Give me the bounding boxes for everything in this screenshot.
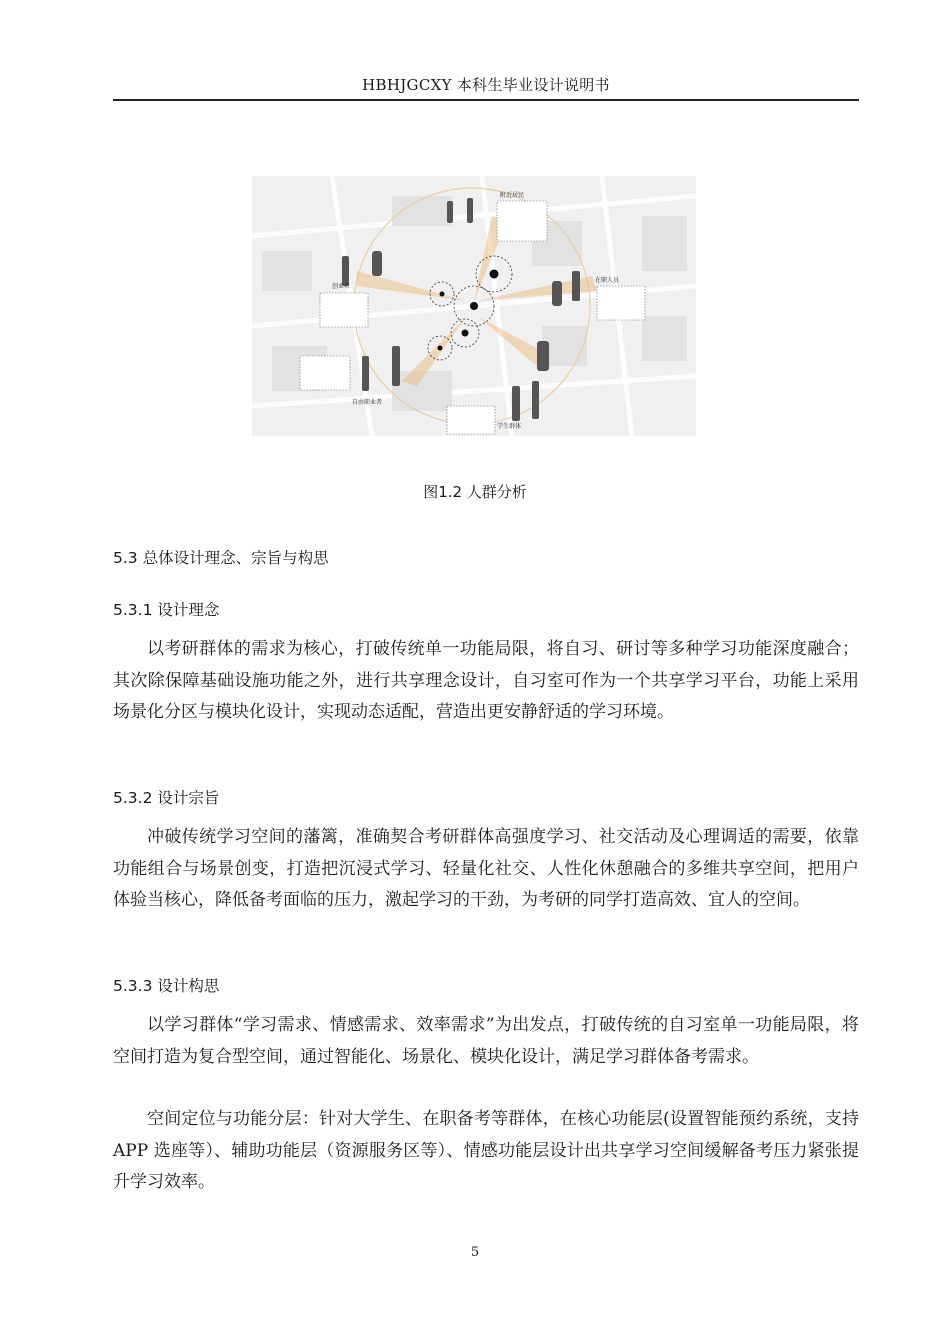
section-heading-5-3-3: 5.3.3 设计构思	[113, 977, 220, 995]
page-header: HBHJGCXY 本科生毕业设计说明书	[362, 76, 610, 94]
label-entrepreneurs: 创业者	[332, 283, 351, 290]
paragraph-design-concept: 以考研群体的需求为核心，打破传统单一功能局限，将自习、研讨等多种学习功能深度融合；其次除保障基础设施功能之外，进行共享理念设计，自习室可作为一个共享学习平台，功能上采用场景化分区与模块化设计，实现动态适配，营造出更安静舒适的学习环境。	[113, 639, 859, 722]
label-freelancers: 自由职业者	[352, 399, 383, 406]
section-heading-5-3: 5.3 总体设计理念、宗旨与构思	[113, 549, 329, 567]
label-students: 学生群体	[497, 423, 522, 430]
header-rule	[113, 99, 859, 101]
paragraph-design-purpose: 冲破传统学习空间的藩篱，准确契合考研群体高强度学习、社交活动及心理调适的需要，依靠功能组合与场景创变，打造把沉浸式学习、轻量化社交、人性化休憩融合的多维共享空间，把用户体验当核心，降低备考面临的压力，激起学习的干劲，为考研的同学打造高效、宜人的空间。	[113, 827, 859, 910]
paragraph-design-idea-2: 空间定位与功能分层：针对大学生、在职备考等群体，在核心功能层(设置智能预约系统，支持 APP 选座等）、辅助功能层（资源服务区等）、情感功能层设计出共享学习空间缓解备考压力紧张提升学习效率。	[113, 1109, 859, 1192]
crowd-analysis-figure	[252, 176, 696, 436]
figure-caption: 图1.2 人群分析	[423, 483, 527, 501]
section-heading-5-3-2: 5.3.2 设计宗旨	[113, 789, 220, 807]
page-number: 5	[470, 1245, 480, 1260]
label-nearby-residents: 附近居民	[500, 192, 525, 199]
label-employed: 在职人员	[595, 277, 620, 284]
paragraph-design-idea-1: 以学习群体“学习需求、情感需求、效率需求”为出发点，打破传统的自习室单一功能局限，将空间打造为复合型空间，通过智能化、场景化、模块化设计，满足学习群体备考需求。	[113, 1015, 859, 1067]
section-heading-5-3-1: 5.3.1 设计理念	[113, 601, 220, 619]
